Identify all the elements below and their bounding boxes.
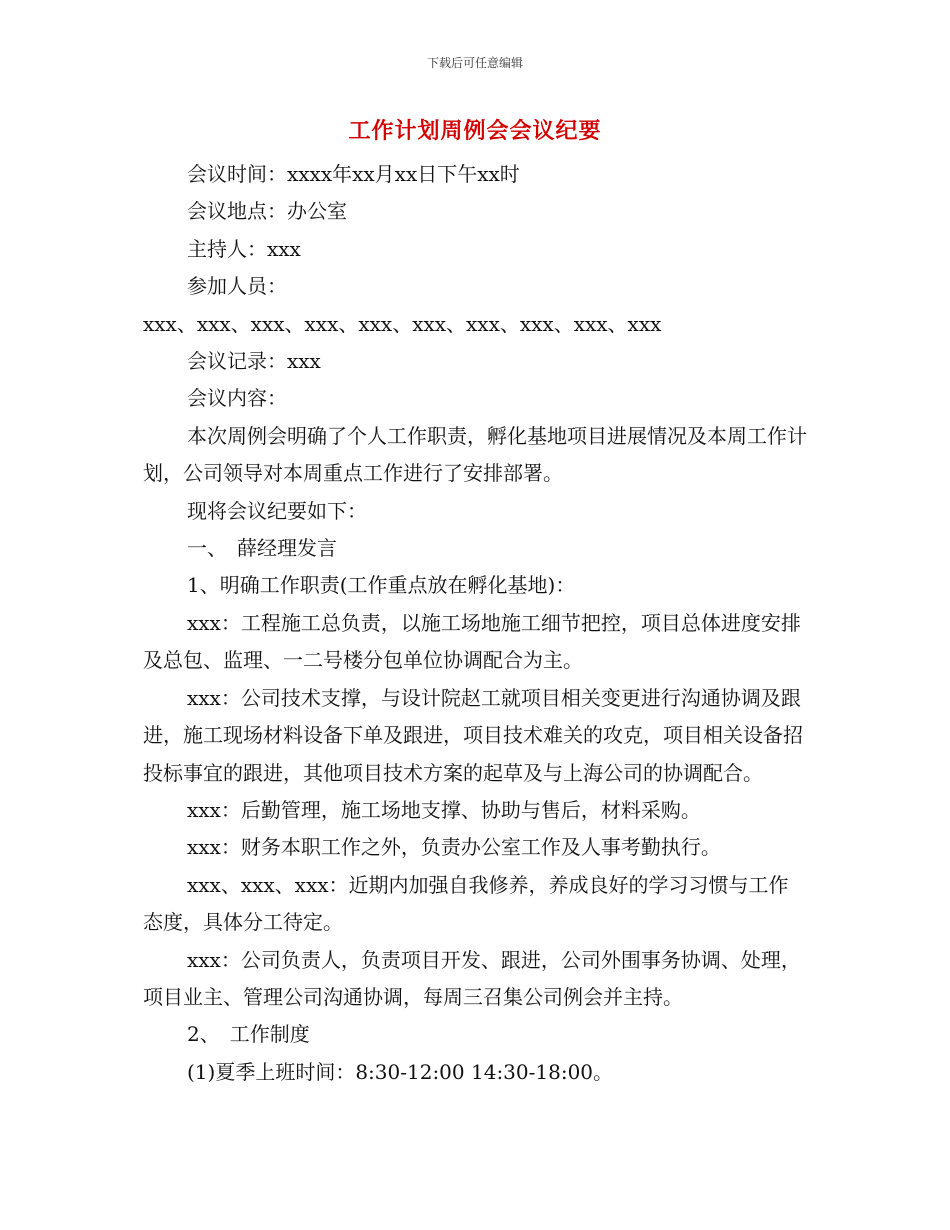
meeting-host: 主持人：xxx: [187, 236, 301, 261]
header-note: 下载后可任意编辑: [426, 56, 523, 70]
duty-paragraph: xxx：财务本职工作之外，负责办公室工作及人事考勤执行。: [187, 835, 721, 860]
meeting-recorder: 会议记录：xxx: [187, 349, 321, 374]
attendees-label: 参加人员：: [187, 274, 287, 299]
document-title: 工作计划周例会会议纪要: [348, 119, 602, 144]
duty-paragraph: xxx：公司技术支撑，与设计院赵工就项目相关变更进行沟通协调及跟进，施工现场材料设备下单及跟进，项目技术难关的攻克，项目相关设备招投标事宜的跟进，其他项目技术方案的起草及与上海公司的协调配合。: [143, 685, 803, 785]
item-heading-2: 2、 工作制度: [187, 1022, 310, 1047]
intro-paragraph: 本次周例会明确了个人工作职责，孵化基地项目进展情况及本周工作计划，公司领导对本周重点工作进行了安排部署。: [143, 423, 807, 486]
rule-line: (1)夏季上班时间：8:30-12:00 14:30-18:00。: [187, 1059, 614, 1084]
content-label: 会议内容：: [187, 386, 287, 411]
summary-lead: 现将会议纪要如下：: [187, 498, 367, 523]
document-body: [143, 156, 807, 1091]
duty-paragraph: xxx：后勤管理，施工场地支撑、协助与售后，材料采购。: [187, 797, 701, 822]
duty-paragraph: xxx：工程施工总负责，以施工场地施工细节把控，项目总体进度安排及总包、监理、一二号楼分包单位协调配合为主。: [143, 610, 801, 673]
meeting-place: 会议地点：办公室: [187, 199, 347, 224]
attendees-list: xxx、xxx、xxx、xxx、xxx、xxx、xxx、xxx、xxx、xxx: [143, 311, 662, 336]
section-heading-1: 一、 薛经理发言: [187, 536, 337, 561]
duty-paragraph: xxx：公司负责人，负责项目开发、跟进，公司外围事务协调、处理，项目业主、管理公司沟通协调，每周三召集公司例会并主持。: [143, 947, 801, 1009]
item-heading-1: 1、明确工作职责(工作重点放在孵化基地)：: [187, 573, 576, 598]
meeting-time: 会议时间：xxxx年xx月xx日下午xx时: [187, 162, 520, 186]
duty-paragraph: xxx、xxx、xxx：近期内加强自我修养，养成良好的学习习惯与工作态度，具体分工待定。: [143, 872, 789, 935]
